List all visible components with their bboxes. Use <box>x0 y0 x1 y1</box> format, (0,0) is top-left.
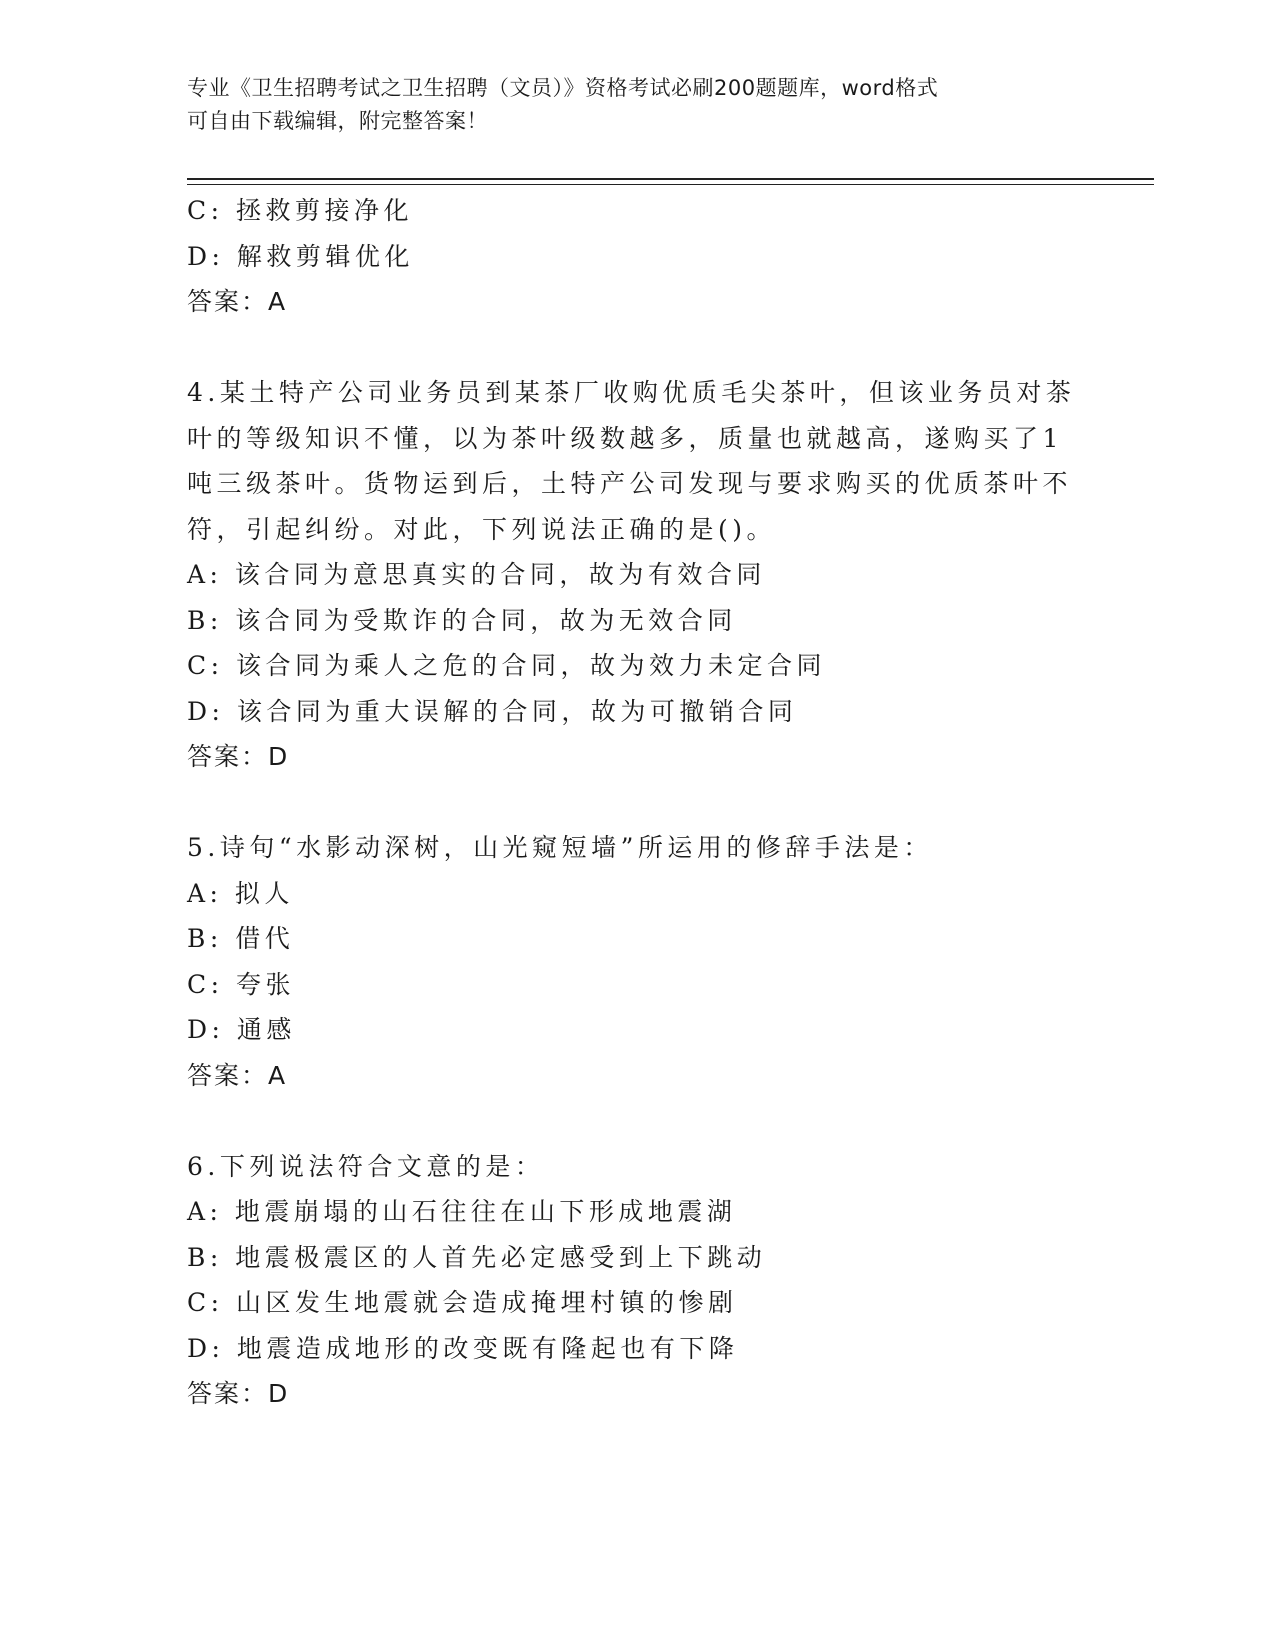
spacer <box>187 1098 1067 1144</box>
question-4 <box>187 370 1076 780</box>
document-body <box>187 188 1076 1417</box>
option-c: C: 拯救剪接净化 <box>187 196 413 225</box>
option-b: B: 借代 <box>187 924 295 953</box>
question-3 <box>187 188 1067 325</box>
option-a: A: 拟人 <box>187 878 294 908</box>
option-a: A: 地震崩塌的山石往往在山下形成地震湖 <box>187 1197 737 1226</box>
option-c: C: 夸张 <box>187 969 295 999</box>
option-d: D: 解救剪辑优化 <box>187 241 414 271</box>
header-title-line-2: 可自由下载编辑，附完整答案！ <box>187 109 488 133</box>
question-stem-line: 4.某土特产公司业务员到某茶厂收购优质毛尖茶叶，但该业务员对茶 <box>187 378 1076 407</box>
option-d: D: 地震造成地形的改变既有隆起也有下降 <box>187 1333 739 1363</box>
answer-line: 答案：D <box>187 1379 290 1408</box>
option-d: D: 该合同为重大误解的合同，故为可撤销合同 <box>187 696 798 726</box>
option-a: A: 该合同为意思真实的合同，故为有效合同 <box>187 560 766 589</box>
question-stem-line: 符，引起纠纷。对此，下列说法正确的是()。 <box>187 514 777 544</box>
header-divider <box>187 178 1154 185</box>
answer-line: 答案：D <box>187 742 290 771</box>
option-b: B: 该合同为受欺诈的合同，故为无效合同 <box>187 605 737 635</box>
question-stem: 6.下列说法符合文意的是： <box>187 1151 545 1181</box>
option-c: C: 该合同为乘人之危的合同，故为效力未定合同 <box>187 651 826 680</box>
question-stem-line: 叶的等级知识不懂，以为茶叶级数越多，质量也就越高，遂购买了1 <box>187 423 1063 453</box>
answer-line: 答案：A <box>187 1060 288 1090</box>
option-c: C: 山区发生地震就会造成掩埋村镇的惨剧 <box>187 1288 738 1317</box>
question-6 <box>187 1144 1067 1417</box>
header-title-line-1: 专业《卫生招聘考试之卫生招聘（文员）》资格考试必刷200题题库，word格式 <box>187 76 939 100</box>
question-5 <box>187 825 1067 1098</box>
question-stem: 5.诗句“水影动深树，山光窥短墙”所运用的修辞手法是： <box>187 833 933 862</box>
spacer <box>187 325 1067 371</box>
answer-line: 答案：A <box>187 287 288 316</box>
spacer <box>187 780 1067 826</box>
option-b: B: 地震极震区的人首先必定感受到上下跳动 <box>187 1242 767 1272</box>
option-d: D: 通感 <box>187 1015 296 1044</box>
document-header <box>187 72 1067 138</box>
question-stem-line: 吨三级茶叶。货物运到后，土特产公司发现与要求购买的优质茶叶不 <box>187 469 1073 498</box>
